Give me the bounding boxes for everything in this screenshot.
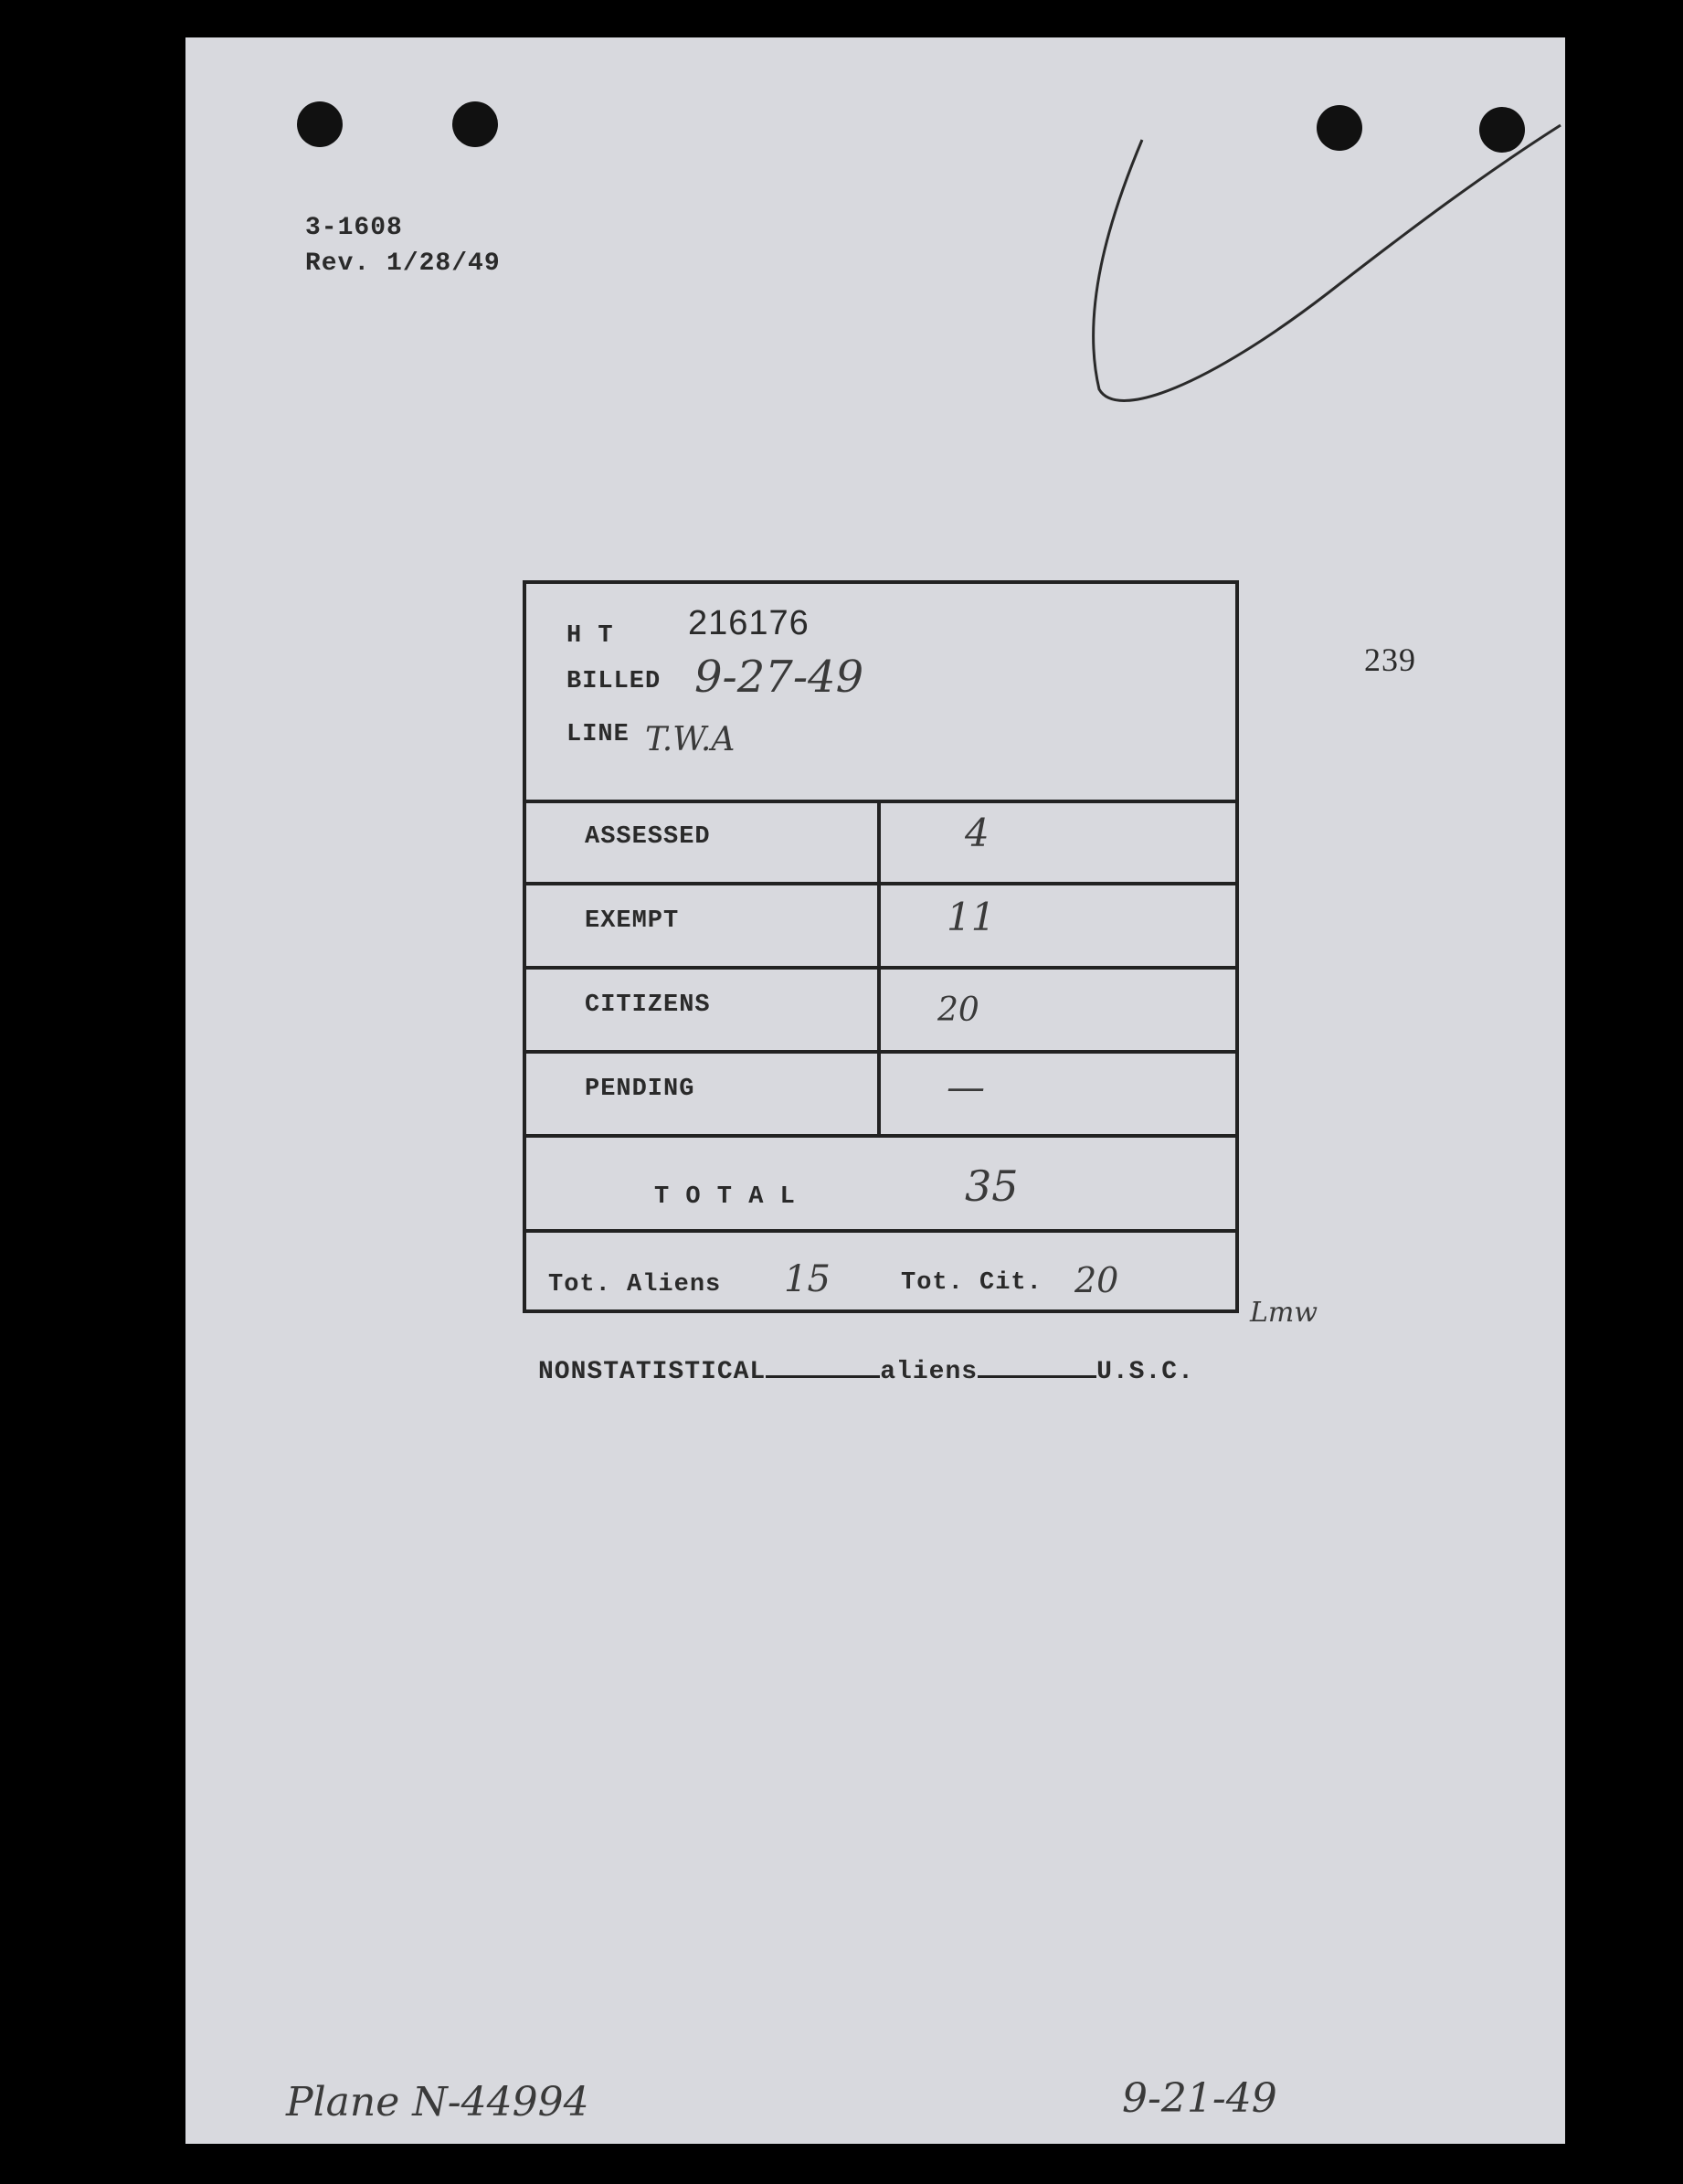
ht-value: 216176 — [688, 604, 810, 642]
aliens-blank[interactable] — [766, 1353, 880, 1378]
line-value: T.W.A — [645, 721, 736, 758]
divider — [526, 1229, 1235, 1233]
plane-number: Plane N-44994 — [286, 2079, 589, 2126]
divider — [526, 800, 1235, 803]
row-value-assessed: 4 — [965, 811, 990, 855]
total-label: T O T A L — [654, 1183, 796, 1211]
stamp-form — [523, 580, 1239, 1313]
divider — [526, 1050, 1235, 1054]
nonstatistical-aliens-label: aliens — [880, 1358, 979, 1386]
row-value-exempt: 11 — [947, 895, 996, 939]
tot-aliens-value: 15 — [784, 1258, 831, 1300]
column-divider — [877, 800, 881, 1138]
tot-cit-label: Tot. Cit. — [901, 1269, 1043, 1297]
nonstatistical-label: NONSTATISTICAL — [538, 1358, 767, 1386]
row-value-pending: — — [947, 1065, 985, 1109]
row-label-citizens: CITIZENS — [585, 991, 711, 1019]
form-revision: Rev. 1/28/49 — [305, 249, 501, 278]
row-label-pending: PENDING — [585, 1076, 695, 1103]
divider — [526, 1134, 1235, 1138]
total-value: 35 — [965, 1161, 1019, 1211]
tot-aliens-label: Tot. Aliens — [548, 1271, 722, 1299]
initials: Lmw — [1250, 1297, 1318, 1329]
nonstatistical-usc-label: U.S.C. — [1096, 1358, 1194, 1386]
divider — [526, 882, 1235, 885]
usc-blank[interactable] — [978, 1353, 1096, 1378]
nonstatistical-line — [538, 1353, 1194, 1386]
row-value-citizens: 20 — [937, 991, 979, 1029]
row-label-assessed: ASSESSED — [585, 823, 711, 851]
line-label: LINE — [566, 721, 630, 748]
form-code: 3-1608 — [305, 214, 403, 242]
tot-cit-value: 20 — [1074, 1260, 1119, 1300]
footer-date: 9-21-49 — [1122, 2075, 1277, 2122]
page-number: 239 — [1364, 641, 1416, 678]
billed-label: BILLED — [566, 668, 662, 695]
divider — [526, 966, 1235, 970]
ht-label: H T — [566, 622, 614, 650]
billed-value: 9-27-49 — [694, 652, 864, 703]
row-label-exempt: EXEMPT — [585, 907, 680, 935]
